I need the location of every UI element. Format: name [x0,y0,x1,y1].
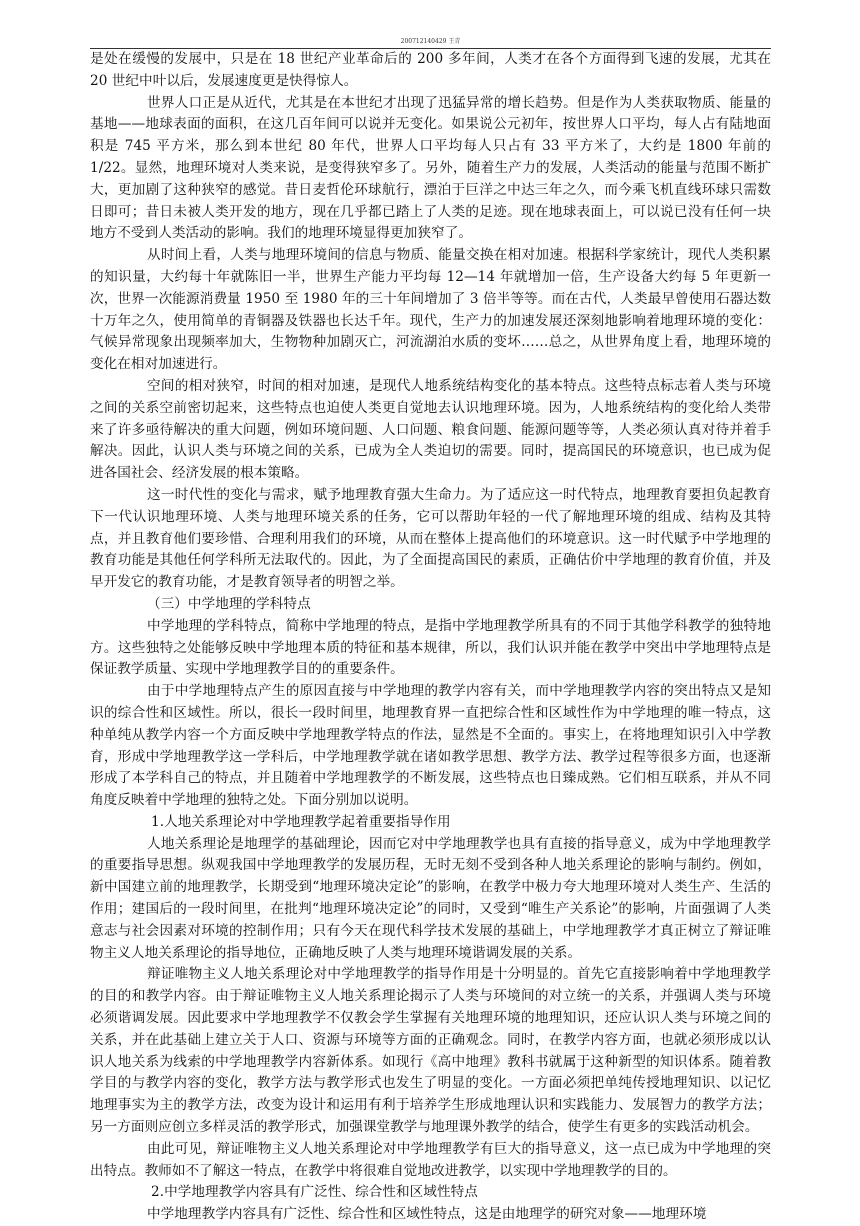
paragraph-subject-features: 中学地理的学科特点，简称中学地理的特点，是指中学地理教学所具有的不同于其他学科教学的独特地方。这些独特之处能够反映中学地理本质的特征和基本规律，所以，我们认识并能在教学中突出中学地理特点是保证教学质量、实现中学地理教学目的的重要条件。 [90,617,771,678]
paragraph-time-acceleration: 从时间上看，人类与地理环境间的信息与物质、能量交换在相对加速。根据科学家统计，现代人类积累的知识量，大约每十年就陈旧一半，世界生产能力平均每 12—14 年就增加一倍，生产设备大约每 5 年更新一次，世界一次能源消费量 1950 至 1980 年的三十年间增加了 3 倍半等等。而在古代，人类最早曾使用石器达数十万年之久，使用简单的青铜器及铁器也长达千年。现代，生产力的加速发展还深刻地影响着地理环境的变化：气候异常现象出现频率加大，生物物种加剧灭亡，河流湖泊水质的变坏……总之，从世界角度上看，地理环境的变化在相对加速进行。 [90,247,771,373]
section-heading-3: （三）中学地理的学科特点 [147,595,311,612]
paragraph-content-features: 由于中学地理特点产生的原因直接与中学地理的教学内容有关，而中学地理教学内容的突出特点又是知识的综合性和区域性。所以，很长一段时间里，地理教育界一直把综合性和区域性作为中学地理的唯一特点，这种单纯从教学内容一个方面反映中学地理教学特点的作法，显然是不全面的。事实上，在将地理知识引入中学教育，形成中学地理教学这一学科后，中学地理教学就在诸如教学思想、教学方法、教学过程等很多方面，也逐渐形成了本学科自己的特点，并且随着中学地理教学的不断发展，这些特点也日臻成熟。它们相互联系，并从不同角度反映着中学地理的独特之处。下面分别加以说明。 [90,683,771,809]
page-header: 200712140429 王青 [90,0,771,49]
paragraph-space-time-features: 空间的相对狭窄，时间的相对加速，是现代人地系统结构变化的基本特点。这些特点标志着人类与环境之间的关系空前密切起来，这些特点也迫使人类更自觉地去认识地理环境。因为，人地系统结构的变化给人类带来了许多亟待解决的重大问题，例如环境问题、人口问题、粮食问题、能源问题等等，人类必须认真对待并着手解决。因此，认识人类与环境之间的关系，已成为全人类迫切的需要。同时，提高国民的环境意识，也已成为促进各国社会、经济发展的根本策略。 [90,377,771,482]
paragraph-era-demand: 这一时代性的变化与需求，赋予地理教育强大生命力。为了适应这一时代特点，地理教育要担负起教育下一代认识地理环境、人类与地理环境关系的任务，它可以帮助年轻的一代了解地理环境的组成、结构及其特点，并且教育他们要珍惜、合理利用我们的环境，从而在整体上提高他们的环境意识。这一时代赋予中学地理的教育功能是其他任何学科所无法取代的。因此，为了全面提高国民的素质，正确估价中学地理的教育价值，并及早开发它的教育功能，才是教育领导者的明智之举。 [90,486,771,591]
paragraph-conclusion: 由此可见，辩证唯物主义人地关系理论对中学地理教学有巨大的指导意义，这一点已成为中学地理的突出特点。教师如不了解这一特点，在教学中将很难自觉地改进教学，以实现中学地理教学的目的。 [90,1140,771,1179]
paragraph-population: 世界人口正是从近代，尤其是在本世纪才出现了迅猛异常的增长趋势。但是作为人类获取物质、能量的基地——地球表面的面积，在这几百年间可以说并无变化。如果说公元初年，按世界人口平均，每人占有陆地面积是 745 平方米，那么到本世纪 80 年代，世界人口平均每人只占有 33 平方米了，大约是 1800 年前的 1/22。显然，地理环境对人类来说，是变得狭窄多了。另外，随着生产力的发展，人类活动的能量与范围不断扩大，更加剧了这种狭窄的感觉。昔日麦哲伦环球航行，漂泊于巨洋之中达三年之久，而今乘飞机直线环球只需数日即可；昔日未被人类开发的地方，现在几乎都已踏上了人类的足迹。现在地球表面上，可以说已没有任何一块地方不受到人类活动的影响。我们的地理环境显得更加狭窄了。 [90,94,771,242]
paragraph-dialectical-guidance: 辩证唯物主义人地关系理论对中学地理教学的指导作用是十分明显的。首先它直接影响着中学地理教学的目的和教学内容。由于辩证唯物主义人地关系理论揭示了人类与环境间的对立统一的关系，并强调人类与环境必须谐调发展。因此要求中学地理教学不仅教会学生掌握有关地理环境的地理知识，还应认识人类与环境之间的关系，并在此基础上建立关于人口、资源与环境等方面的正确观念。同时，在教学内容方面，也就必须形成以认识人地关系为线索的中学地理教学内容新体系。如现行《高中地理》教科书就属于这种新型的知识体系。随着教学目的与教学内容的变化，教学方法与教学形式也发生了明显的变化。一方面必须把单纯传授地理知识、以记忆地理事实为主的教学方法，改变为设计和运用有利于培养学生形成地理认识和实践能力、发展智力的教学方法；另一方面则应创立多样灵活的教学形式，加强课堂教学与地理课外教学的结合，使学生有更多的实践活动机会。 [90,966,771,1136]
subheading-1: 1.人地关系理论对中学地理教学起着重要指导作用 [151,813,451,830]
document-page [90,0,771,1226]
paragraph-man-land-theory: 人地关系理论是地理学的基础理论，因而它对中学地理教学也具有直接的指导意义，成为中学地理教学的重要指导思想。纵观我国中学地理教学的发展历程，无时无刻不受到各种人地关系理论的影响与制约。例如，新中国建立前的地理教学，长期受到“地理环境决定论”的影响，在教学中极力夸大地理环境对人类生产、生活的作用；建国后的一段时间里，在批判“地理环境决定论”的同时，又受到“唯生产关系论”的影响，片面强调了人类意志与社会因素对环境的控制作用；只有今天在现代科学技术发展的基础上，中学地理教学才真正树立了辩证唯物主义人地关系理论的指导地位，正确地反映了人类与地理环境谐调发展的关系。 [90,835,771,961]
paragraph-continuation: 是处在缓慢的发展中，只是在 18 世纪产业革命后的 200 多年间，人类才在各个方面得到飞速的发展，尤其在 20 世纪中叶以后，发展速度更是快得惊人。 [90,51,771,89]
paragraph-content-breadth: 中学地理教学内容具有广泛性、综合性和区域性特点，这是由地理学的研究对象——地理环境 [147,1206,707,1223]
subheading-2: 2.中学地理教学内容具有广泛性、综合性和区域性特点 [151,1184,478,1201]
